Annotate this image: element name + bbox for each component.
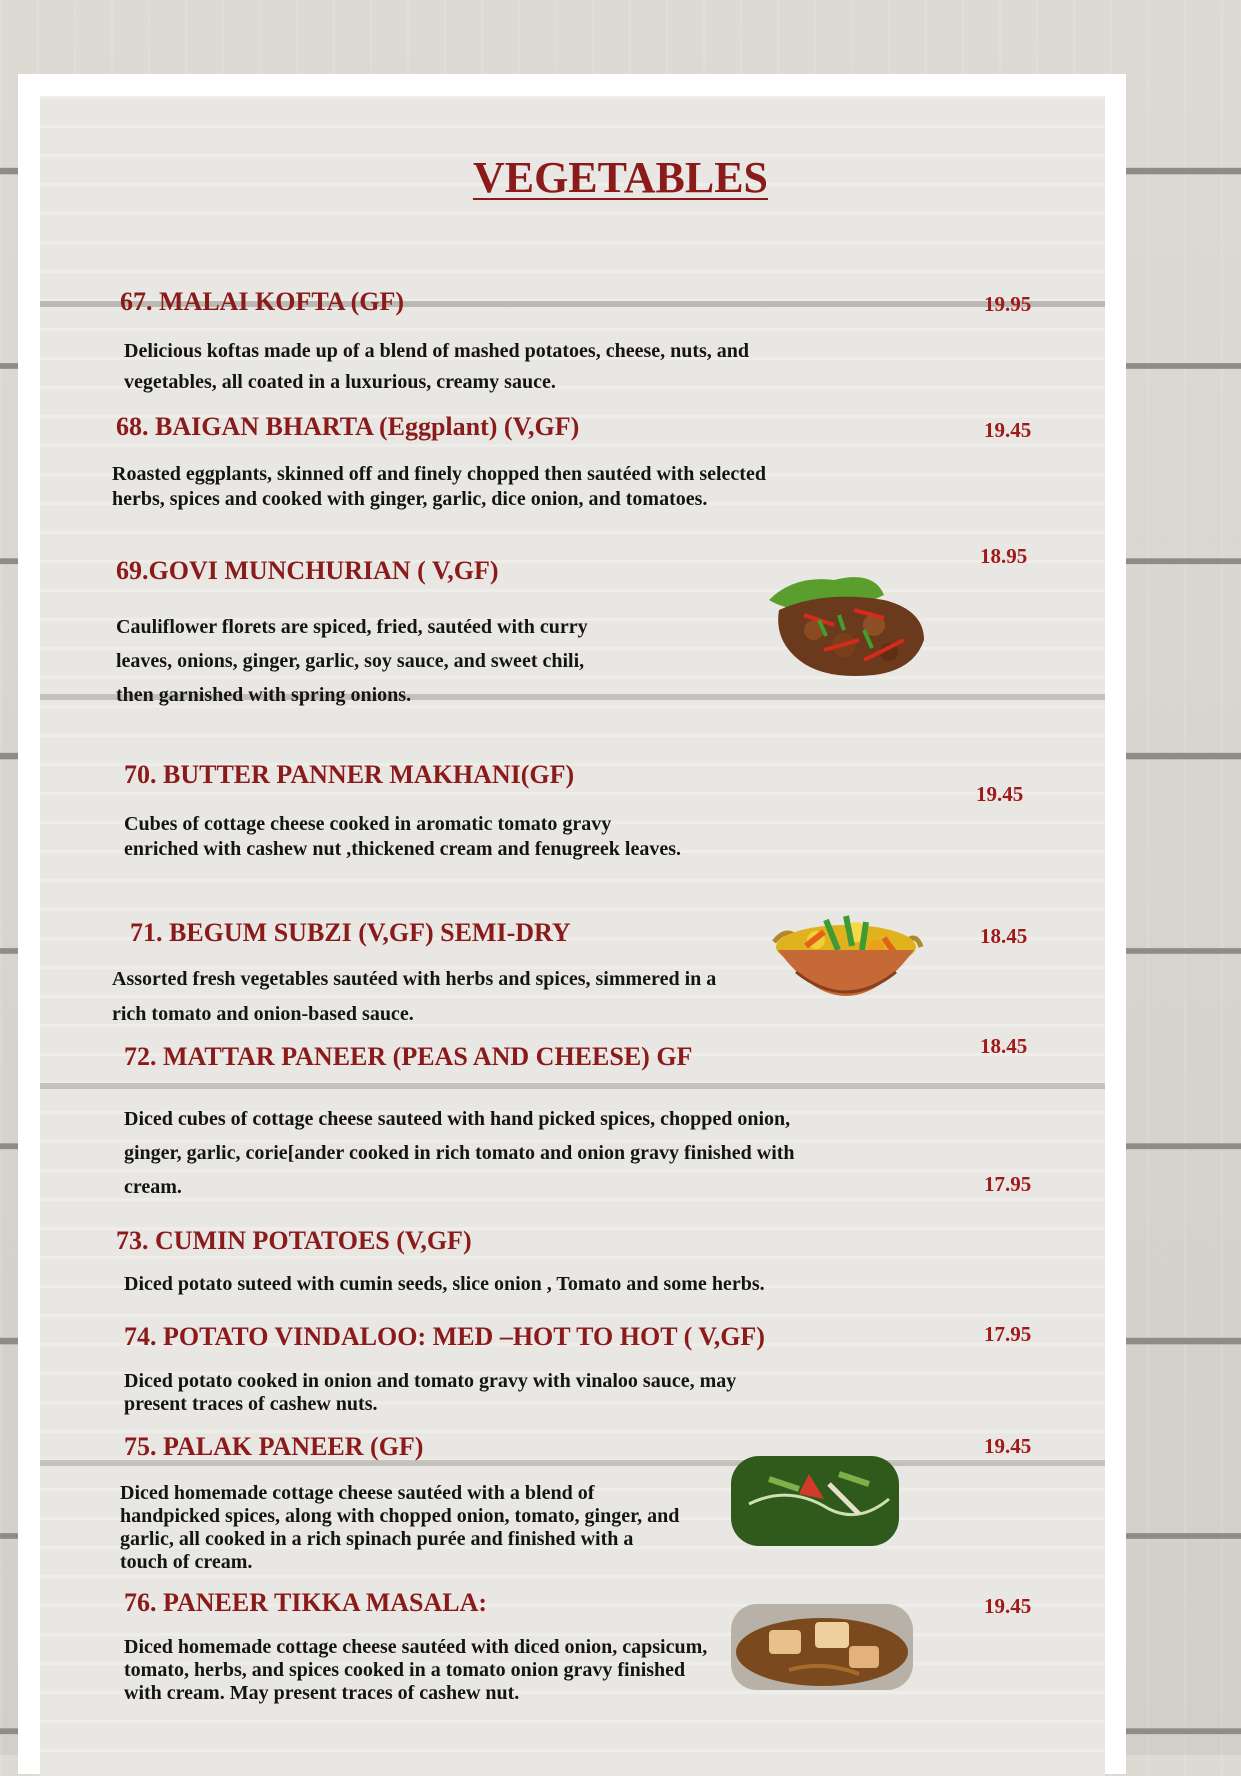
item-price-73: 17.95 bbox=[984, 1172, 1032, 1196]
item-name-72: 72. MATTAR PANEER (PEAS AND CHEESE) GF bbox=[124, 1042, 693, 1071]
page-title: VEGETABLES bbox=[472, 153, 769, 202]
item-price-75: 19.45 bbox=[984, 1434, 1032, 1458]
item-price-71: 18.45 bbox=[980, 924, 1028, 948]
item-price-67: 19.95 bbox=[984, 292, 1032, 316]
item-name-68: 68. BAIGAN BHARTA (Eggplant) (V,GF) bbox=[116, 412, 580, 441]
item-name-67: 67. MALAI KOFTA (GF) bbox=[120, 287, 405, 316]
item-name-73: 73. CUMIN POTATOES (V,GF) bbox=[116, 1226, 472, 1255]
item-name-71: 71. BEGUM SUBZI (V,GF) SEMI-DRY bbox=[130, 918, 571, 947]
item-desc-68: Roasted eggplants, skinned off and finely chopped then sautéed with selected herbs, spices and cooked with ginger, garlic, dice onion, and tomatoes. bbox=[112, 463, 766, 510]
item-desc-73: Diced potato suteed with cumin seeds, slice onion , Tomato and some herbs. bbox=[124, 1273, 765, 1295]
begum-subzi-photo bbox=[766, 902, 926, 1012]
item-name-76: 76. PANEER TIKKA MASALA: bbox=[124, 1588, 488, 1617]
item-desc-74: Diced potato cooked in onion and tomato gravy with vinaloo sauce, may present traces of cashew nuts. bbox=[124, 1370, 737, 1415]
item-desc-67: Delicious koftas made up of a blend of mashed potatoes, cheese, nuts, and vegetables, all coated in a luxurious, creamy sauce. bbox=[124, 340, 750, 393]
item-price-72: 18.45 bbox=[980, 1034, 1028, 1058]
item-name-75: 75. PALAK PANEER (GF) bbox=[124, 1432, 424, 1461]
govi-munchurian-photo bbox=[764, 570, 934, 680]
item-desc-76: Diced homemade cottage cheese sautéed with diced onion, capsicum, tomato, herbs, and spices cooked in a tomato onion gravy finished with cream. May present traces of cashew nut. bbox=[124, 1636, 708, 1704]
palak-paneer-photo bbox=[729, 1454, 901, 1548]
item-desc-75: Diced homemade cottage cheese sautéed with a blend of handpicked spices, along with chopped onion, tomato, ginger, and garlic, all cooked in a rich spinach purée and finished with a touch of cream. bbox=[120, 1482, 680, 1573]
item-price-69: 18.95 bbox=[980, 544, 1028, 568]
paneer-tikka-masala-photo bbox=[729, 1600, 915, 1694]
item-price-76: 19.45 bbox=[984, 1594, 1032, 1618]
item-price-70: 19.45 bbox=[976, 782, 1024, 806]
item-name-70: 70. BUTTER PANNER MAKHANI(GF) bbox=[124, 760, 575, 789]
item-desc-70: Cubes of cottage cheese cooked in aromatic tomato gravy enriched with cashew nut ,thickened cream and fenugreek leaves. bbox=[124, 813, 682, 860]
item-price-68: 19.45 bbox=[984, 418, 1032, 442]
item-desc-72: Diced cubes of cottage cheese sauteed with hand picked spices, chopped onion, ginger, garlic, corie[ander cooked in rich tomato and onion gravy finished with cream. bbox=[124, 1108, 795, 1198]
item-name-69: 69.GOVI MUNCHURIAN ( V,GF) bbox=[116, 556, 499, 585]
item-price-74: 17.95 bbox=[984, 1322, 1032, 1346]
item-name-74: 74. POTATO VINDALOO: MED –HOT TO HOT ( V,GF) bbox=[124, 1322, 765, 1351]
item-desc-69: Cauliflower florets are spiced, fried, sautéed with curry leaves, onions, ginger, garlic, soy sauce, and sweet chili, then garnished with spring onions. bbox=[116, 616, 588, 706]
item-desc-71: Assorted fresh vegetables sautéed with herbs and spices, simmered in a rich tomato and onion-based sauce. bbox=[112, 968, 717, 1025]
